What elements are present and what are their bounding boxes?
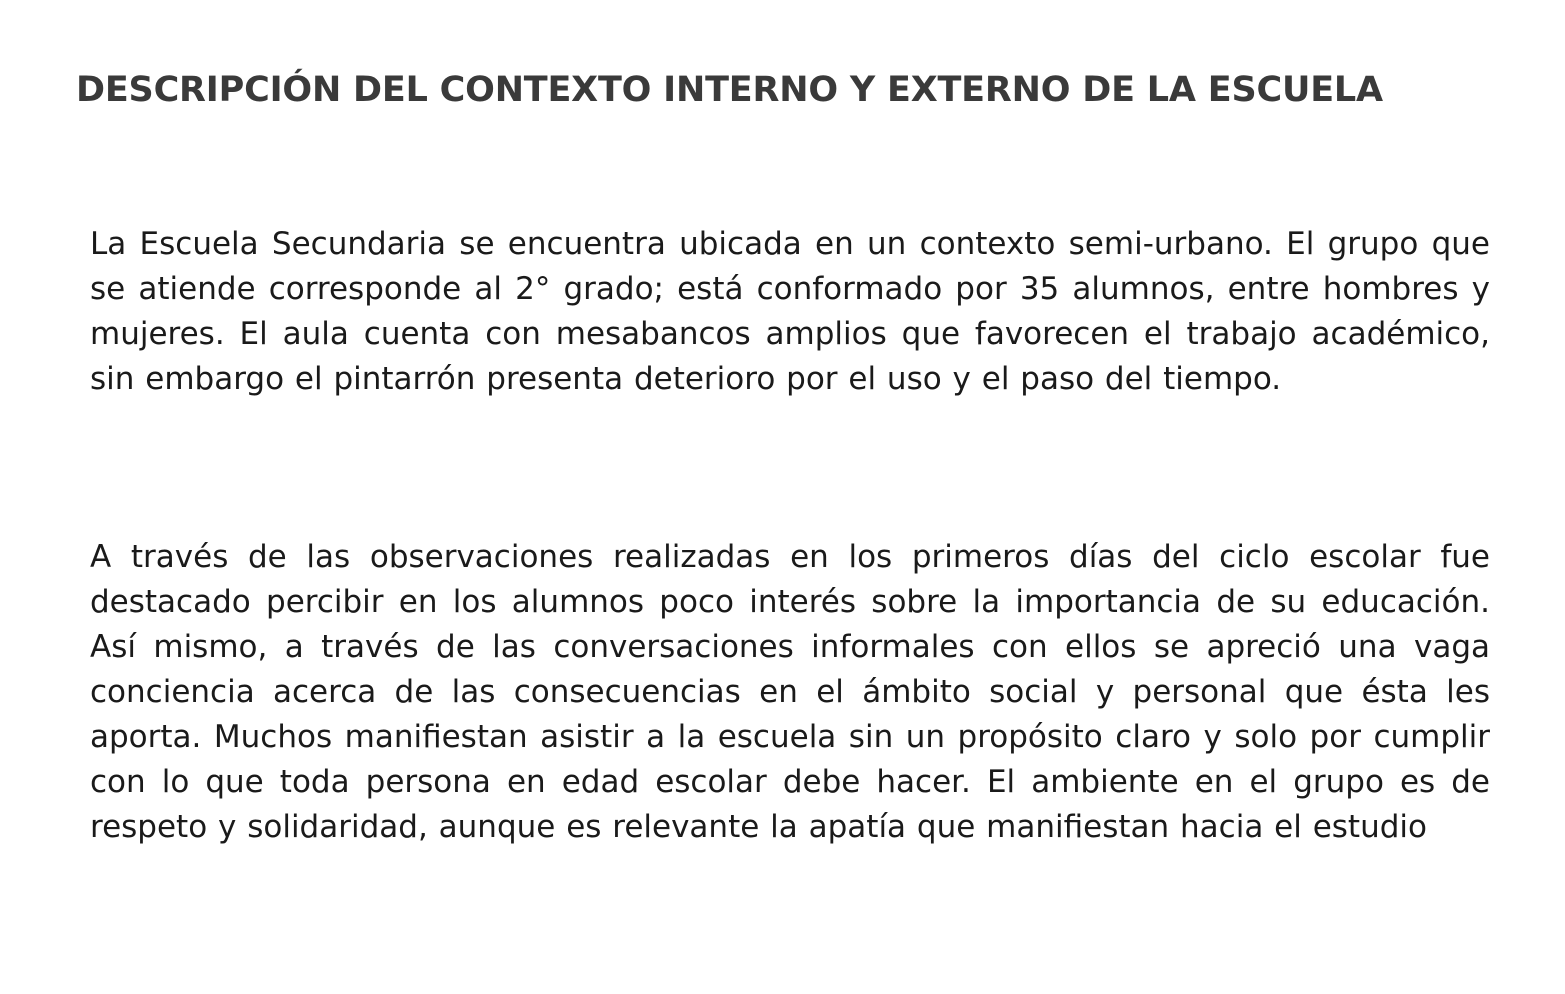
paragraph-observations: A través de las observaciones realizadas en los primeros días del ciclo escolar fue destacado percibir en los alumnos poco interés sobre la importancia de su educación. Así mismo, a través de las conversaciones informales con ellos se apreció una vaga conciencia acerca de las consecuencias en el ámbito social y personal que ésta les aporta. Muchos manifiestan asistir a la escuela sin un propósito claro y solo por cumplir con lo que toda persona en edad escolar debe hacer. El ambiente en el grupo es de respeto y solidaridad, aunque es relevante la apatía que manifiestan hacia el estudio <box>90 539 1490 845</box>
paragraph-context: La Escuela Secundaria se encuentra ubicada en un contexto semi-urbano. El grupo que se atiende corresponde al 2° grado; está conformado por 35 alumnos, entre hombres y mujeres. El aula cuenta con mesabancos amplios que favorecen el trabajo académico, sin embargo el pintarrón presenta deterioro por el uso y el paso del tiempo. <box>90 226 1490 397</box>
document-title: DESCRIPCIÓN DEL CONTEXTO INTERNO Y EXTERNO DE LA ESCUELA <box>76 70 1383 110</box>
